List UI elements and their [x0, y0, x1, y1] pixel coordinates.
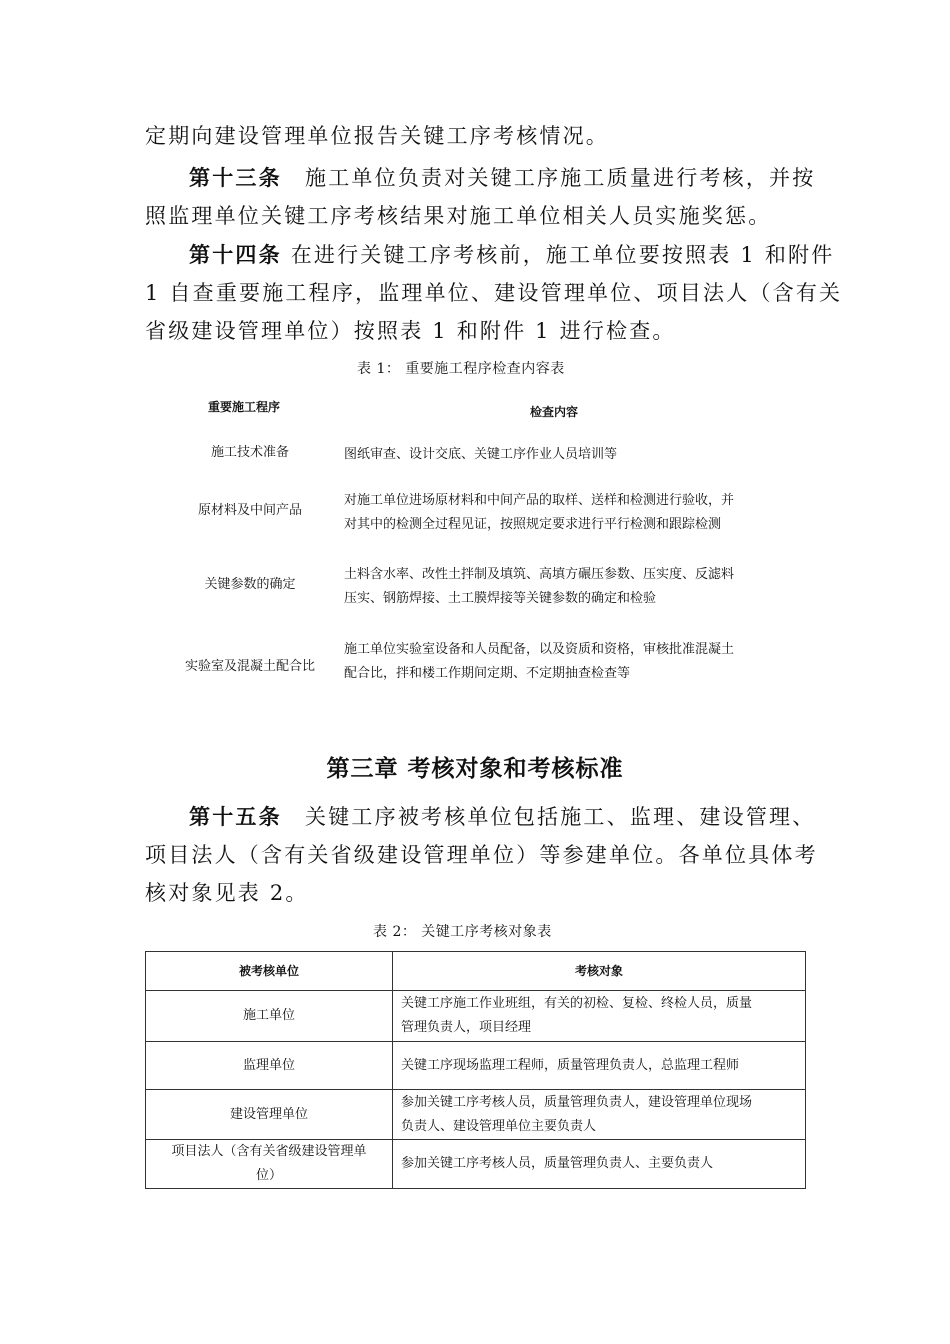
table-2-header-target: 考核对象 [393, 952, 806, 991]
table-1-row-content: 土料含水率、改性土拌制及填筑、高填方碾压参数、压实度、反滤料 压实、钢筋焊接、土工膜焊接等关键参数的确定和检验 [344, 567, 735, 606]
table-2-target-cell: 关键工序现场监理工程师，质量管理负责人，总监理工程师 [393, 1042, 806, 1090]
article-14-text: 省级建设管理单位）按照表 1 和附件 1 进行检查。 [145, 319, 676, 343]
article-14-text: 1 自查重要施工程序，监理单位、建设管理单位、项目法人（含有关 [145, 281, 843, 305]
paragraph-continuation [145, 117, 810, 155]
article-14-text: 在进行关键工序考核前，施工单位要按照表 1 和附件 [290, 243, 835, 267]
article-13-text: 照监理单位关键工序考核结果对施工单位相关人员实施奖惩。 [145, 204, 772, 228]
table-2-target-cell: 参加关键工序考核人员，质量管理负责人，建设管理单位现场 负责人、建设管理单位主要负责人 [393, 1090, 806, 1140]
table-1-row-content: 对施工单位进场原材料和中间产品的取样、送样和检测进行验收，并 对其中的检测全过程见证，按照规定要求进行平行检测和跟踪检测 [344, 493, 735, 532]
article-15-line-2 [145, 836, 818, 874]
article-15-text: 关键工序被考核单位包括施工、监理、建设管理、 [305, 805, 816, 829]
chapter-title: 第三章 考核对象和考核标准 [326, 756, 624, 782]
table-2-caption: 表 2： 关键工序考核对象表 [373, 924, 552, 940]
article-14-line-2 [145, 274, 843, 312]
table-row [146, 1090, 806, 1140]
article-15-heading: 第十五条 [189, 804, 282, 829]
article-13-line-2 [145, 197, 810, 235]
article-14-heading: 第十四条 [189, 242, 282, 267]
article-13-heading: 第十三条 [189, 165, 282, 190]
table-1-row-content: 施工单位实验室设备和人员配备，以及资质和资格，审核批准混凝土 配合比，拌和楼工作期间定期、不定期抽查检查等 [344, 642, 735, 681]
article-15-text: 项目法人（含有关省级建设管理单位）等参建单位。各单位具体考 [145, 843, 818, 867]
table-2-unit-cell: 项目法人（含有关省级建设管理单 位） [146, 1140, 393, 1189]
table-1-header-procedure: 重要施工程序 [208, 400, 281, 414]
table-1-row-name: 实验室及混凝土配合比 [184, 659, 315, 674]
table-row [146, 991, 806, 1042]
article-15-text: 核对象见表 2。 [145, 881, 309, 905]
article-14-line-1 [145, 236, 835, 274]
table-1-header-content: 检查内容 [530, 405, 579, 419]
table-1-row-content: 图纸审查、设计交底、关键工序作业人员培训等 [344, 447, 618, 462]
table-1-caption: 表 1： 重要施工程序检查内容表 [357, 361, 565, 377]
article-14-line-3 [145, 312, 810, 350]
article-13-text: 施工单位负责对关键工序施工质量进行考核，并按 [305, 166, 816, 190]
table-1-row-name: 原材料及中间产品 [197, 503, 302, 518]
article-15-line-3 [145, 874, 810, 912]
table-row [146, 1140, 806, 1189]
table-2-unit-cell: 施工单位 [146, 991, 393, 1042]
table-2-target-cell: 关键工序施工作业班组，有关的初检、复检、终检人员，质量 管理负责人，项目经理 [393, 991, 806, 1042]
table-1-row-name: 关键参数的确定 [204, 577, 296, 592]
table-1-row-name: 施工技术准备 [210, 445, 289, 460]
table-2-unit-cell: 监理单位 [146, 1042, 393, 1090]
paragraph-text: 定期向建设管理单位报告关键工序考核情况。 [145, 124, 609, 148]
table-2-header-unit: 被考核单位 [146, 952, 393, 991]
table-2-unit-cell: 建设管理单位 [146, 1090, 393, 1140]
table-2-header-row [146, 952, 806, 991]
table-2-target-cell: 参加关键工序考核人员，质量管理负责人、主要负责人 [393, 1140, 806, 1189]
table-row [146, 1042, 806, 1090]
article-13-line-1 [145, 159, 816, 197]
table-2 [145, 951, 806, 1189]
article-15-line-1 [145, 798, 816, 836]
